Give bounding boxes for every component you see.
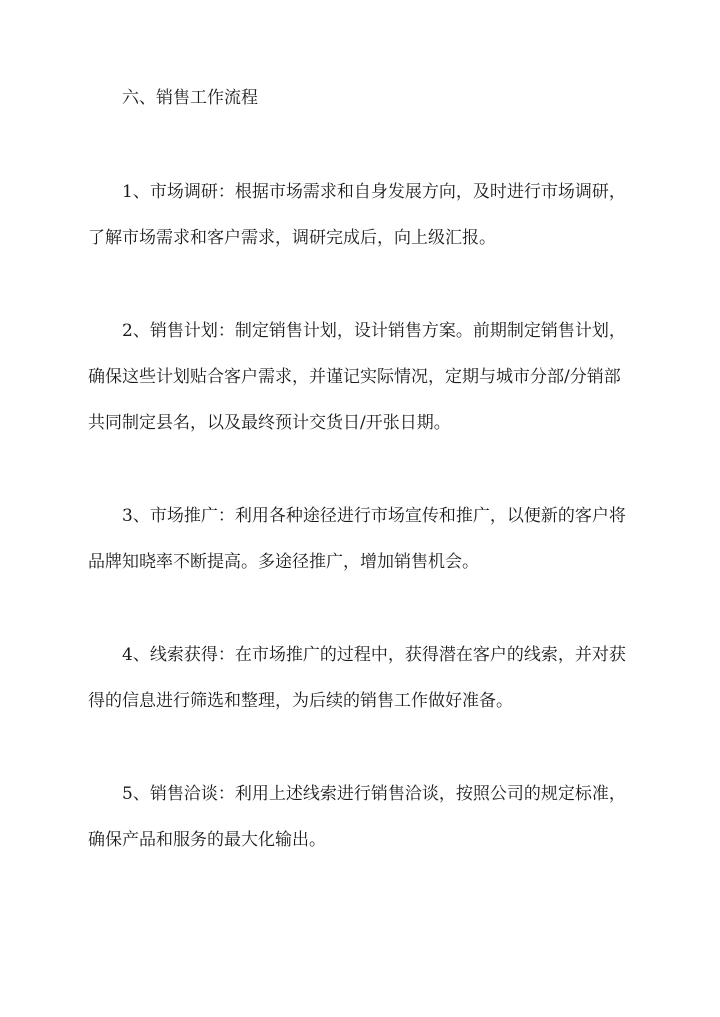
paragraph-line: 确保产品和服务的最大化输出。 <box>88 830 326 850</box>
paragraph-line: 2、销售计划：制定销售计划，设计销售方案。前期制定销售计划， <box>122 321 626 341</box>
paragraph-line: 品牌知晓率不断提高。多途径推广，增加销售机会。 <box>88 552 479 572</box>
paragraph-line: 了解市场需求和客户需求，调研完成后，向上级汇报。 <box>88 228 496 248</box>
paragraph-line: 共同制定县名，以及最终预计交货日/开张日期。 <box>88 413 451 433</box>
paragraph-line: 确保这些计划贴合客户需求，并谨记实际情况，定期与城市分部/分销部 <box>88 367 621 387</box>
paragraph-line: 1、市场调研：根据市场需求和自身发展方向，及时进行市场调研， <box>122 182 626 202</box>
paragraph-line: 得的信息进行筛选和整理，为后续的销售工作做好准备。 <box>88 691 513 711</box>
paragraph-lead-acquisition <box>88 632 648 724</box>
paragraph-line: 5、销售洽谈：利用上述线索进行销售洽谈，按照公司的规定标准， <box>122 784 626 804</box>
paragraph-market-research <box>88 169 648 261</box>
paragraph-sales-plan <box>88 308 648 446</box>
paragraph-line: 3、市场推广：利用各种途径进行市场宣传和推广，以便新的客户将 <box>122 506 626 526</box>
paragraph-market-promotion <box>88 493 648 585</box>
paragraph-sales-negotiation <box>88 771 648 863</box>
section-heading: 六、销售工作流程 <box>122 88 258 108</box>
paragraph-line: 4、线索获得：在市场推广的过程中，获得潜在客户的线索，并对获 <box>122 645 626 665</box>
